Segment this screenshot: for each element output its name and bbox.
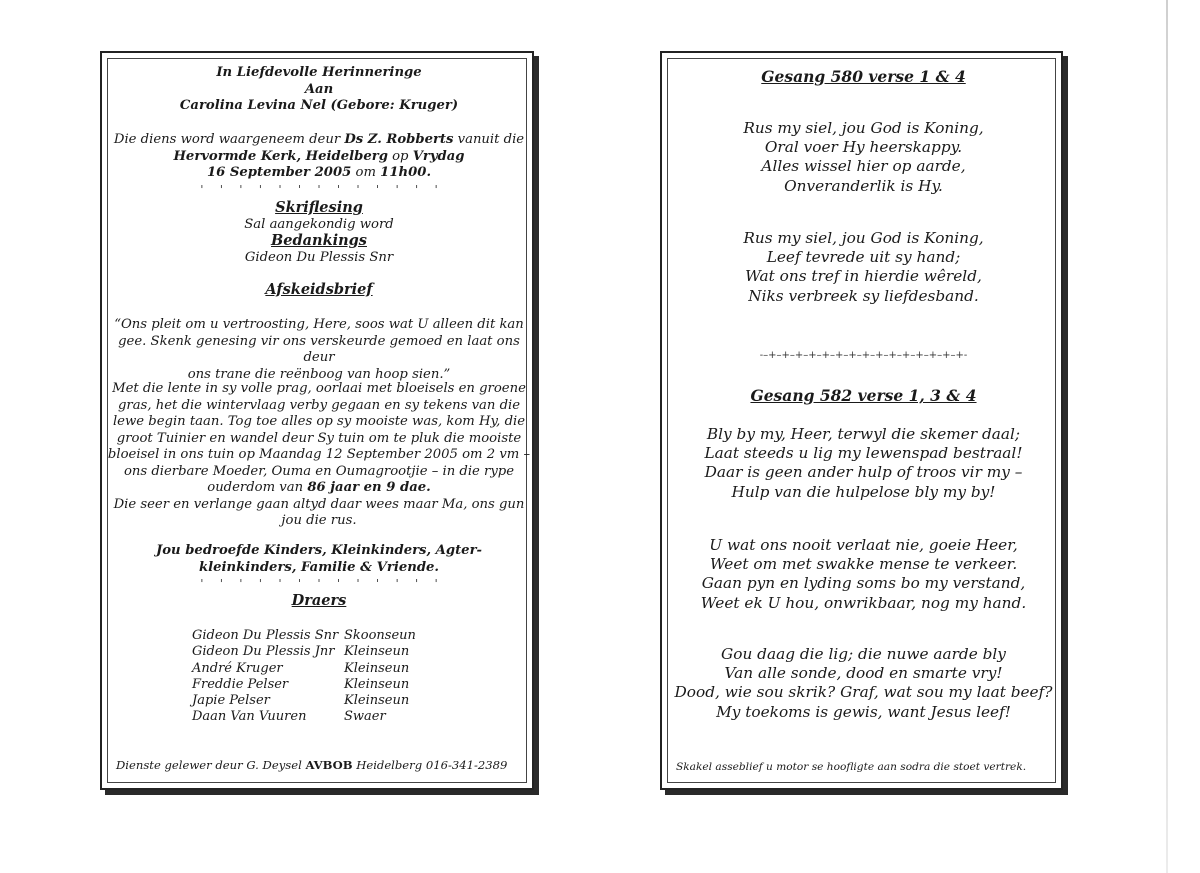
headlights-notice: Skakel asseblief u motor se hoofligte aan sodra die stoet vertrek. [676, 761, 1027, 773]
verse-line: Onveranderlik is Hy. [784, 176, 943, 195]
verse-line: Leef tevrede uit sy hand; [766, 248, 961, 267]
verse-line: Gaan pyn en lyding soms bo my verstand, [701, 574, 1026, 593]
tick-divider: ' ' ' ' ' ' ' ' ' ' ' ' ' [200, 577, 438, 590]
bearer-relation: Kleinseun [344, 644, 410, 660]
closing-line: Die seer en verlange gaan altyd daar wees maar Ma, ons gun [113, 496, 525, 512]
bearer-name: Gideon Du Plessis Jnr [192, 644, 335, 660]
verse-line: Daar is geen ander hulp of troos vir my – [704, 463, 1023, 482]
tribute-line: lewe begin taan. Tog toe alles op sy mooiste was, kom Hy, die [112, 414, 526, 429]
service-day: Vrydag [412, 148, 465, 164]
verse-line: Niks verbreek sy liefdesband. [748, 286, 979, 305]
deceased-name: Carolina Levina Nel (Gebore: Kruger) [179, 98, 459, 113]
verse-line: Gou daag die lig; die nuwe aarde bly [721, 645, 1006, 663]
reading-text: Sal aangekondig word [244, 216, 394, 232]
list-item [192, 677, 416, 693]
hymn-divider: -–+–+–+–+–+–+–+–+–+–+–+–+–+–+–+- [759, 350, 968, 361]
verse-line: Rus my siel, jou God is Koning, [743, 229, 984, 247]
list-item [192, 661, 416, 677]
tribute-line: ons dierbare Moeder, Ouma en Oumagrootjie – in die rype [123, 463, 515, 479]
bearer-relation: Swaer [344, 709, 386, 725]
bearer-name: Japie Pelser [192, 693, 270, 709]
bearer-name: Gideon Du Plessis Snr [192, 628, 339, 643]
bearer-relation: Kleinseun [344, 660, 410, 676]
bearer-name: Daan Van Vuuren [192, 709, 307, 725]
family-block [102, 543, 536, 609]
age-line: ouderdom van 86 jaar en 9 dae. [207, 480, 431, 495]
hymn1-heading-block [662, 67, 1065, 86]
age-value: 86 jaar en 9 dae. [307, 480, 431, 495]
verse-line: Alles wissel hier op aarde, [761, 157, 966, 176]
family-line: kleinkinders, Familie & Vriende. [198, 559, 440, 575]
tribute-line: bloeisel in ons tuin op Maandag 12 September 2005 om 2 vm – [107, 447, 531, 462]
hymn2-heading-block [662, 386, 1065, 405]
left-program-page [100, 51, 534, 790]
brand-name: AVBOB [305, 758, 353, 772]
intro-line: In Liefdevolle Herinneringe [216, 65, 422, 80]
hymn2-verse3 [662, 645, 1065, 722]
list-item [192, 709, 416, 725]
right-program-page [660, 51, 1063, 790]
tribute-line: groot Tuinier en wandel deur Sy tuin om te pluk die mooiste [116, 430, 522, 446]
list-item [192, 644, 416, 660]
bearers-heading: Draers [291, 591, 347, 609]
hymn1-verse1 [662, 119, 1065, 196]
family-line: Jou bedroefde Kinders, Kleinkinders, Agter- [156, 543, 482, 558]
bearers-list [192, 628, 416, 726]
verse-line: Oral voer Hy heerskappy. [764, 138, 963, 157]
tribute-line: Met die lente in sy volle prag, oorlaai met bloeisels en groene [112, 381, 526, 396]
minister-name: Ds Z. Robberts [344, 132, 454, 147]
tick-divider: ' ' ' ' ' ' ' ' ' ' ' ' ' [200, 182, 438, 196]
reading-block [102, 200, 536, 266]
reading-heading: Skriflesing [275, 199, 363, 216]
intro-block [102, 65, 536, 115]
tribute-block [102, 381, 536, 530]
bearer-name: André Kruger [192, 660, 283, 676]
quote-line: “Ons pleit om u vertroosting, Here, soos wat U alleen dit kan [114, 317, 524, 332]
intro-line: Aan [304, 81, 334, 97]
hymn2-verse1 [662, 425, 1065, 502]
list-item [192, 693, 416, 709]
service-date: 16 September 2005 [206, 165, 352, 180]
hymn1-verse2 [662, 229, 1065, 306]
verse-line: Bly by my, Heer, terwyl die skemer daal; [706, 425, 1021, 443]
quote-line: ons trane die reënboog van hoop sien.” [187, 366, 451, 382]
verse-line: Van alle sonde, dood en smarte vry! [724, 664, 1003, 683]
verse-line: Weet ek U hou, onwrikbaar, nog my hand. [700, 593, 1027, 612]
service-time: 11h00. [380, 165, 432, 180]
service-block [102, 132, 536, 198]
verse-line: Wat ons tref in hierdie wêreld, [745, 267, 982, 286]
thanks-heading: Bedankings [271, 232, 367, 249]
bearer-relation: Skoonseun [344, 628, 416, 643]
verse-line: Dood, wie sou skrik? Graf, wat sou my laat beef? [674, 683, 1053, 702]
hymn1-title: Gesang 580 verse 1 & 4 [761, 67, 966, 86]
letter-heading-block [102, 282, 536, 299]
letter-heading: Afskeidsbrief [265, 281, 373, 298]
closing-line: jou die rus. [281, 513, 357, 528]
verse-line: Laat steeds u lig my lewenspad bestraal! [704, 444, 1023, 463]
church-name: Hervormde Kerk, Heidelberg [173, 148, 388, 164]
bearer-relation: Kleinseun [344, 693, 410, 709]
tribute-line: gras, het die wintervlaag verby gegaan en sy tekens van die [117, 397, 521, 413]
verse-line: Weet om met swakke mense te verkeer. [709, 555, 1018, 574]
hymn2-title: Gesang 582 verse 1, 3 & 4 [750, 386, 977, 405]
verse-line: U wat ons nooit verlaat nie, goeie Heer, [709, 536, 1018, 554]
list-item [192, 628, 416, 644]
thanks-text: Gideon Du Plessis Snr [244, 249, 394, 265]
bearer-relation: Kleinseun [344, 676, 410, 692]
verse-line: My toekoms is gewis, want Jesus leef! [716, 702, 1011, 721]
hymn2-verse2 [662, 536, 1065, 613]
service-line-1: Die diens word waargeneem deur Ds Z. Robberts vanuit die [113, 132, 525, 147]
quote-line: gee. Skenk genesing vir ons verskeurde gemoed en laat ons deur [118, 333, 520, 365]
fold-line [1166, 0, 1168, 873]
verse-line: Hulp van die hulpelose bly my by! [731, 482, 996, 501]
verse-line: Rus my siel, jou God is Koning, [743, 119, 984, 137]
service-line-2: Hervormde Kerk, Heidelberg op Vrydag [173, 148, 465, 164]
bearer-name: Freddie Pelser [192, 676, 289, 692]
service-line-3: 16 September 2005 om 11h00. [206, 165, 432, 180]
funeral-service-footer: Dienste gelewer deur G. Deysel AVBOB Heidelberg 016-341-2389 [116, 758, 508, 772]
quote-block [102, 317, 536, 383]
